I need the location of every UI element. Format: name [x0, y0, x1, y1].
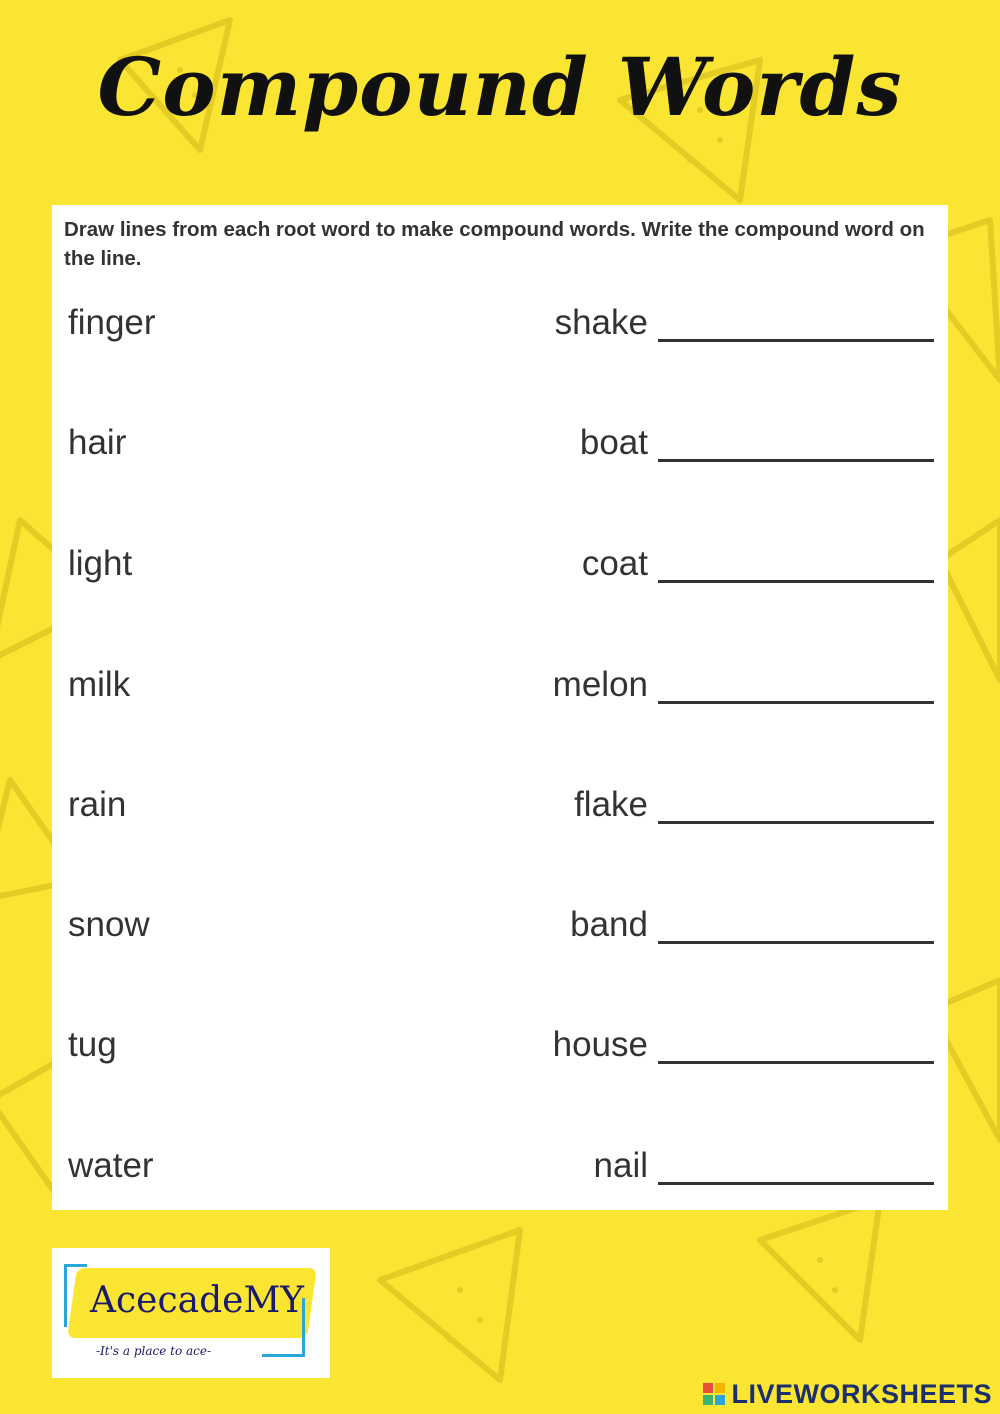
root-word-right: house: [552, 1025, 648, 1064]
answer-line[interactable]: [658, 941, 934, 944]
root-word-right: shake: [554, 303, 648, 342]
word-row: [52, 785, 948, 835]
word-row: [52, 423, 948, 473]
answer-line[interactable]: [658, 1061, 934, 1064]
answer-line[interactable]: [658, 1182, 934, 1185]
root-word-right: melon: [552, 665, 648, 704]
logo-tagline: -It's a place to ace-: [96, 1344, 212, 1358]
root-word-right: coat: [581, 544, 648, 583]
word-row: [52, 1025, 948, 1075]
word-row: [52, 905, 948, 955]
answer-line[interactable]: [658, 580, 934, 583]
instructions-text: Draw lines from each root word to make compound words. Write the compound word on the line.: [64, 218, 925, 270]
answer-line[interactable]: [658, 459, 934, 462]
root-word-left: milk: [68, 665, 131, 704]
word-row: [52, 303, 948, 353]
answer-line[interactable]: [658, 821, 934, 824]
liveworksheets-brand[interactable]: [703, 1378, 992, 1410]
root-word-left: tug: [68, 1025, 117, 1064]
worksheet-panel: [52, 205, 948, 1210]
root-word-right: boat: [579, 423, 648, 462]
answer-line[interactable]: [658, 339, 934, 342]
page-title: Compound Words: [97, 40, 903, 134]
logo-name: AcecadeMY: [90, 1280, 305, 1321]
word-row: [52, 665, 948, 715]
answer-line[interactable]: [658, 701, 934, 704]
root-word-left: snow: [68, 905, 150, 944]
word-row: [52, 1146, 948, 1196]
liveworksheets-logo-icon: [703, 1383, 725, 1405]
root-word-left: water: [68, 1146, 154, 1185]
logo-frame-corner: [64, 1264, 87, 1327]
root-word-left: rain: [68, 785, 127, 824]
word-row: [52, 544, 948, 594]
acecademy-logo: [52, 1248, 330, 1378]
root-word-right: nail: [593, 1146, 648, 1185]
root-word-left: hair: [68, 423, 127, 462]
root-word-left: finger: [68, 303, 156, 342]
root-word-right: flake: [574, 785, 648, 824]
brand-name: LIVEWORKSHEETS: [731, 1378, 992, 1409]
root-word-left: light: [68, 544, 133, 583]
root-word-right: band: [570, 905, 648, 944]
